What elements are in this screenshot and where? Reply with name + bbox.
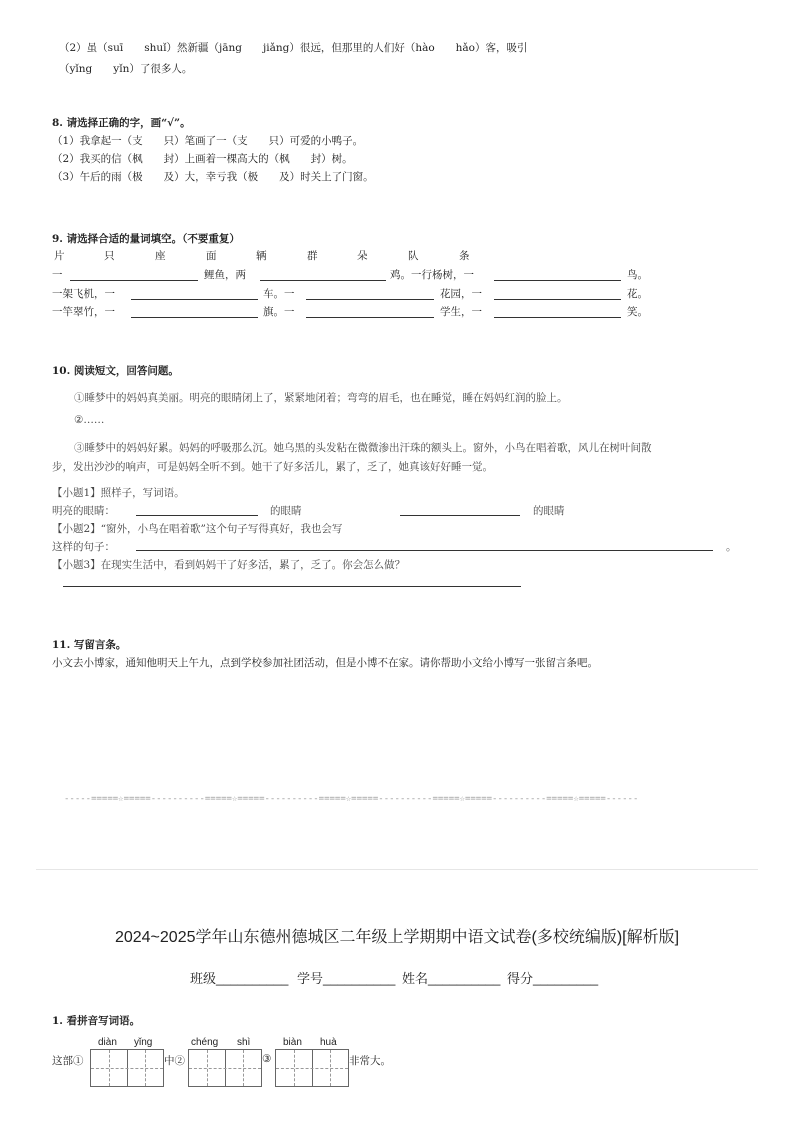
class-field[interactable]: 班级__________ bbox=[190, 971, 289, 986]
page-title: 2024~2025学年山东德州德城区二年级上学期期中语文试卷(多校统编版)[解析版] bbox=[114, 929, 680, 946]
q8-title: 8. 请选择正确的字，画“√”。 bbox=[52, 117, 191, 129]
q9-row1-text: 鸡。一行杨树，一 bbox=[390, 269, 474, 281]
q9-row1-text: 鸟。 bbox=[627, 269, 648, 281]
q8-item-1: （1）我拿起一（支 只）笔画了一（支 只）可爱的小鸭子。 bbox=[52, 135, 364, 147]
q10-sub2: 【小题2】“窗外，小鸟在唱着歌”这个句子写得真好，我也会写 bbox=[52, 523, 343, 535]
tianzige-box-1[interactable] bbox=[90, 1049, 164, 1087]
q10-sub1-blank-2[interactable] bbox=[400, 515, 520, 516]
tianzige-box-3[interactable] bbox=[275, 1049, 349, 1087]
q10-sub1-suffix-1: 的眼睛 bbox=[270, 505, 302, 517]
section-divider: -----=====☆=====----------=====☆=====----------=====☆=====----------=====☆=====----------=====☆=====------ bbox=[64, 794, 639, 804]
q9-row2-text: 花。 bbox=[627, 288, 648, 300]
q9-row3-text: 旗。一 bbox=[263, 306, 295, 318]
pinyin: chéng bbox=[191, 1037, 219, 1048]
q9-row1-text: 鲤鱼，两 bbox=[204, 269, 246, 281]
q10-para3b: 步，发出沙沙的响声，可是妈妈全听不到。她干了好多活儿，累了，乏了，她真该好好睡一觉。 bbox=[52, 461, 493, 473]
q9-word: 条 bbox=[459, 250, 470, 262]
p2-q1-title: 1. 看拼音写词语。 bbox=[52, 1015, 141, 1027]
q7-line1: （2）虽（suī shuǐ）然新疆（jāng jiǎng）很远，但那里的人们好（hào hǎo）客，吸引 bbox=[59, 42, 528, 54]
p2-q1-mid2: ③ bbox=[262, 1053, 272, 1065]
q10-sub1-example: 明亮的眼睛： bbox=[52, 505, 115, 517]
q10-sub3-blank[interactable] bbox=[63, 586, 521, 587]
q10-sub1-blank-1[interactable] bbox=[136, 515, 258, 516]
q10-sub3: 【小题3】在现实生活中，看到妈妈干了好多活，累了，乏了。你会怎么做？ bbox=[52, 559, 406, 571]
pinyin: shì bbox=[237, 1037, 251, 1048]
q9-word: 座 bbox=[155, 250, 166, 262]
q10-para2: ②…… bbox=[74, 414, 105, 426]
p2-q1-mid1: 中② bbox=[164, 1055, 185, 1067]
q9-blank[interactable] bbox=[494, 280, 621, 281]
q9-blank[interactable] bbox=[131, 299, 258, 300]
student-id-field[interactable]: 学号__________ bbox=[297, 971, 396, 986]
name-field[interactable]: 姓名__________ bbox=[402, 971, 501, 986]
p2-q1-suffix: 非常大。 bbox=[349, 1055, 391, 1067]
q11-body: 小文去小博家，通知他明天上午九，点到学校参加社团活动，但是小博不在家。请你帮助小文给小博写一张留言条吧。 bbox=[52, 657, 598, 669]
q9-word: 群 bbox=[307, 250, 318, 262]
q9-word: 辆 bbox=[256, 250, 267, 262]
q9-title: 9. 请选择合适的量词填空。（不要重复） bbox=[52, 233, 240, 245]
score-field[interactable]: 得分_________ bbox=[507, 971, 599, 986]
q9-row2-text: 车。一 bbox=[263, 288, 295, 300]
q9-row3-text: 学生，一 bbox=[440, 306, 482, 318]
q9-row2-text: 一架飞机，一 bbox=[52, 288, 115, 300]
q10-sub2-blank[interactable] bbox=[136, 550, 713, 551]
q10-para1: ①睡梦中的妈妈真美丽。明亮的眼睛闭上了，紧紧地闭着；弯弯的眉毛，也在睡觉，睡在妈妈红润的脸上。 bbox=[74, 392, 568, 404]
q9-row1-text: 一 bbox=[52, 269, 63, 281]
q7-line2: （yǐng yǐn）了很多人。 bbox=[59, 63, 193, 75]
q9-word: 面 bbox=[206, 250, 217, 262]
q9-blank[interactable] bbox=[260, 280, 386, 281]
pinyin: huà bbox=[320, 1037, 337, 1048]
q10-sub1-suffix-2: 的眼睛 bbox=[533, 505, 565, 517]
q10-para3a: ③睡梦中的妈妈好累。妈妈的呼吸那么沉。她乌黑的头发粘在微微渗出汗珠的额头上。窗外，小鸟在唱着歌，风儿在树叶间散 bbox=[74, 442, 652, 454]
q9-word: 只 bbox=[104, 250, 115, 262]
q9-row3-text: 一竿翠竹，一 bbox=[52, 306, 115, 318]
q9-row2-text: 花园，一 bbox=[440, 288, 482, 300]
page-break bbox=[36, 869, 758, 870]
q9-word: 朵 bbox=[357, 250, 368, 262]
q8-item-3: （3）午后的雨（极 及）大，幸亏我（极 及）时关上了门窗。 bbox=[52, 171, 374, 183]
q8-item-2: （2）我买的信（枫 封）上画着一棵高大的（枫 封）树。 bbox=[52, 153, 353, 165]
q9-blank[interactable] bbox=[306, 317, 434, 318]
q9-blank[interactable] bbox=[131, 317, 258, 318]
q11-title: 11. 写留言条。 bbox=[52, 639, 127, 651]
q9-word: 队 bbox=[408, 250, 419, 262]
p2-q1-prefix: 这部① bbox=[52, 1055, 84, 1067]
q9-blank[interactable] bbox=[494, 299, 621, 300]
pinyin: yǐng bbox=[134, 1037, 153, 1048]
q9-blank[interactable] bbox=[306, 299, 434, 300]
q9-word: 片 bbox=[54, 250, 65, 262]
q10-sub2-line-label: 这样的句子： bbox=[52, 541, 115, 553]
pinyin: diàn bbox=[98, 1037, 117, 1048]
q9-blank[interactable] bbox=[70, 280, 198, 281]
q9-blank[interactable] bbox=[494, 317, 621, 318]
q10-sub1: 【小题1】照样子，写词语。 bbox=[52, 487, 185, 499]
q10-title: 10. 阅读短文，回答问题。 bbox=[52, 365, 179, 377]
pinyin: biàn bbox=[283, 1037, 302, 1048]
q9-row3-text: 笑。 bbox=[627, 306, 648, 318]
q10-sub2-end: 。 bbox=[726, 541, 737, 553]
tianzige-box-2[interactable] bbox=[188, 1049, 262, 1087]
